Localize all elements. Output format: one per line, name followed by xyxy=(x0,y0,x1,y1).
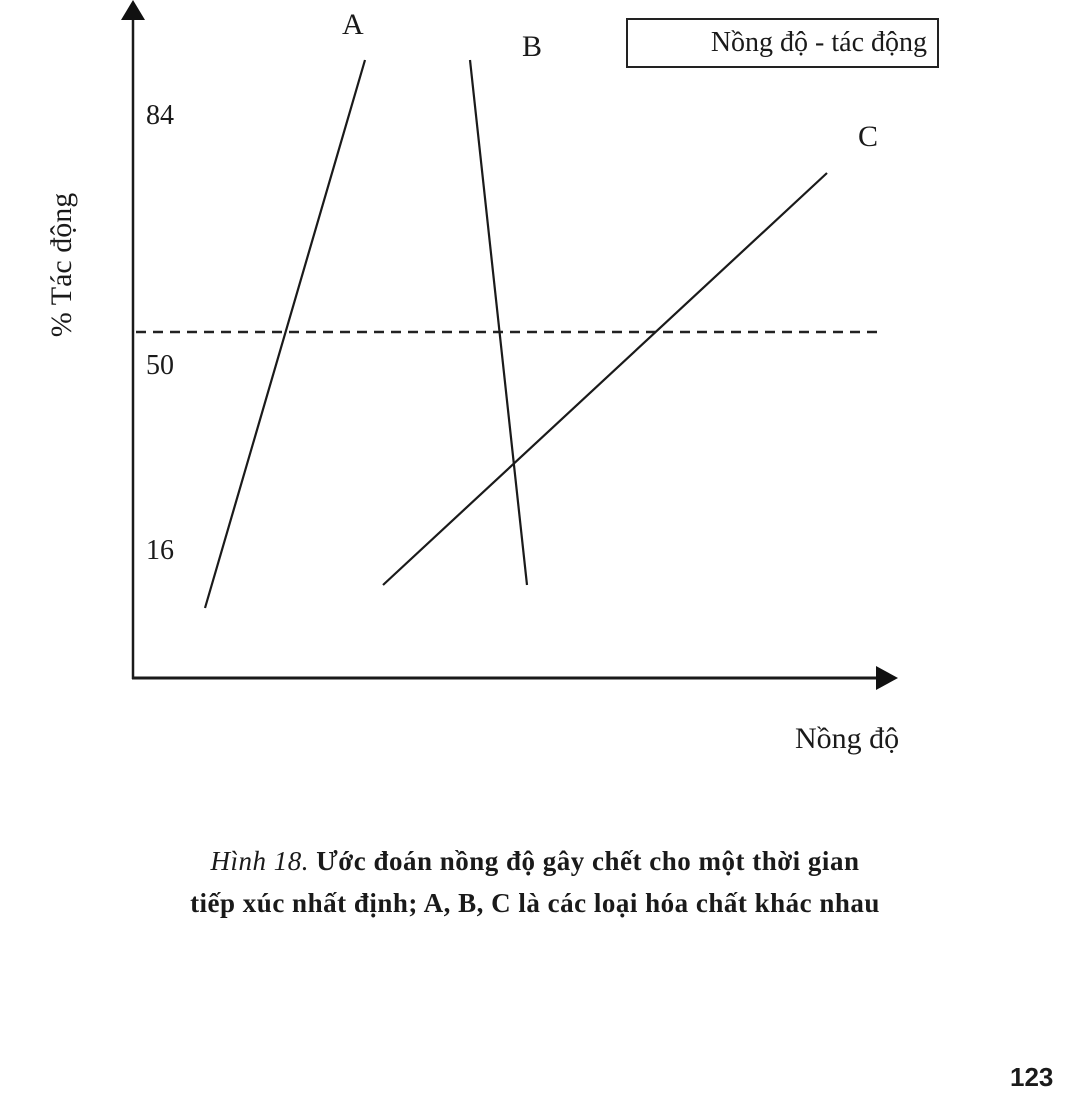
y-axis-arrow-icon xyxy=(121,0,145,20)
series-line-a xyxy=(205,60,365,608)
caption-text-1: Ước đoán nồng độ gây chết cho một thời gian xyxy=(309,846,860,876)
figure-caption xyxy=(0,840,1070,924)
y-tick-16: 16 xyxy=(146,535,174,566)
y-axis-label: % Tác động xyxy=(45,192,78,338)
series-label-a: A xyxy=(342,8,364,41)
caption-line-1 xyxy=(0,840,1070,882)
series-label-c: C xyxy=(858,120,879,153)
figure-ref: Hình 18. xyxy=(210,846,310,876)
legend-text: Nồng độ - tác động xyxy=(710,27,927,58)
page-number: 123 xyxy=(1010,1062,1054,1092)
caption-line-2: tiếp xúc nhất định; A, B, C là các loại hóa chất khác nhau xyxy=(190,888,880,918)
y-tick-84: 84 xyxy=(146,100,174,131)
series-line-c xyxy=(383,173,827,585)
series-label-b: B xyxy=(522,30,543,63)
x-axis-label: Nồng độ xyxy=(795,722,900,755)
legend-box xyxy=(626,18,939,68)
y-tick-50: 50 xyxy=(146,350,174,381)
series-line-b xyxy=(470,60,527,585)
x-axis-arrow-icon xyxy=(876,666,898,690)
